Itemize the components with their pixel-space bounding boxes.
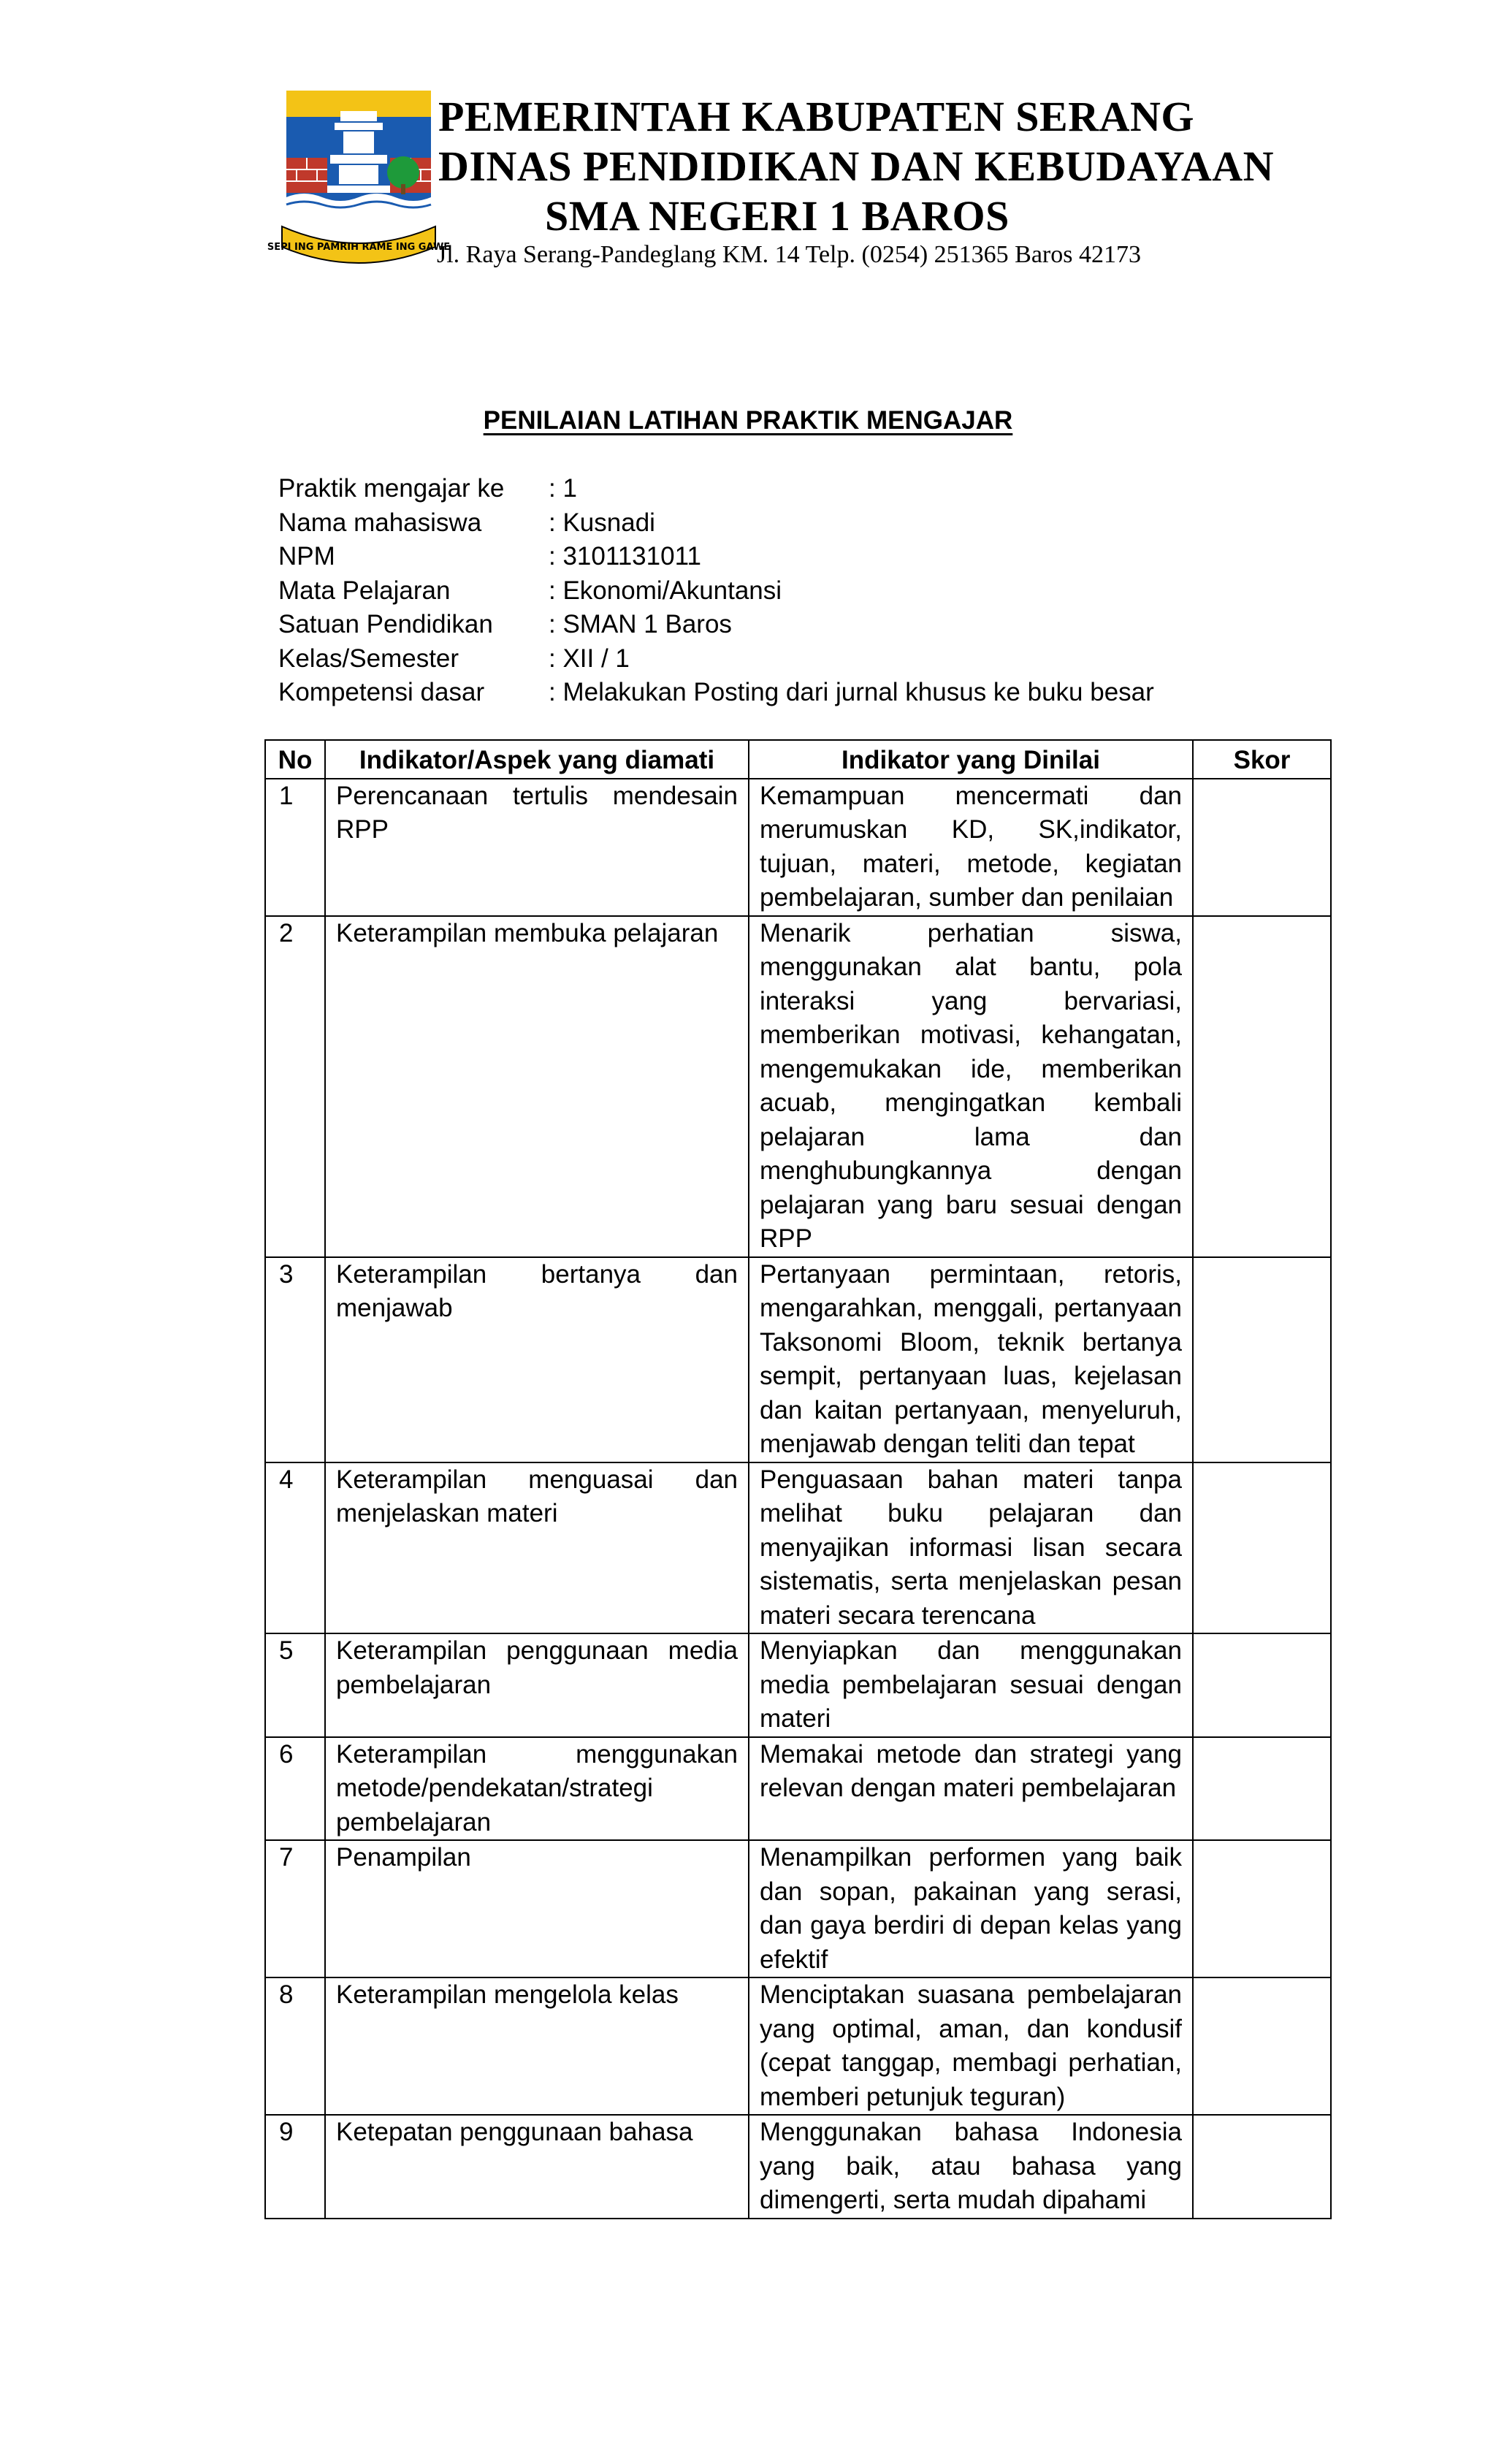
info-value: : 3101131011 — [549, 542, 701, 571]
info-value: : Melakukan Posting dari jurnal khusus ke buku besar — [549, 678, 1154, 706]
header-indikator: Indikator yang Dinilai — [749, 740, 1193, 779]
header-aspek: Indikator/Aspek yang diamati — [325, 740, 749, 779]
row-skor-cell[interactable] — [1193, 779, 1331, 916]
row-skor-cell[interactable] — [1193, 1257, 1331, 1462]
row-no: 8 — [265, 1977, 325, 2115]
row-no: 7 — [265, 1840, 325, 1977]
row-aspek: Keterampilan menggunakan metode/pendekatan/strategi pembelajaran — [325, 1737, 749, 1841]
row-no: 5 — [265, 1633, 325, 1737]
student-info — [278, 472, 1154, 710]
row-aspek: Perencanaan tertulis mendesain RPP — [325, 779, 749, 916]
info-row-npm — [278, 540, 1154, 574]
header-no: No — [265, 740, 325, 779]
row-no: 9 — [265, 2115, 325, 2219]
row-skor-cell[interactable] — [1193, 1737, 1331, 1841]
row-indikator: Menarik perhatian siswa, menggunakan alat bantu, pola interaksi yang bervariasi, memberikan motivasi, kehangatan, mengemukakan ide, memberikan acuab, mengingatkan kembali pelajaran lama dan menghubungkannya dengan pelajaran yang baru sesuai dengan RPP — [749, 916, 1193, 1257]
row-no: 1 — [265, 779, 325, 916]
table-row — [265, 1462, 1331, 1634]
table-row — [265, 779, 1331, 916]
row-aspek: Keterampilan bertanya dan menjawab — [325, 1257, 749, 1462]
row-indikator: Penguasaan bahan materi tanpa melihat buku pelajaran dan menyajikan informasi lisan secara sistematis, serta menjelaskan pesan materi secara terencana — [749, 1462, 1193, 1634]
letterhead-line-1: PEMERINTAH KABUPATEN SERANG — [438, 93, 1195, 140]
row-no: 2 — [265, 916, 325, 1257]
table-header-row — [265, 740, 1331, 779]
row-indikator: Menyiapkan dan menggunakan media pembelajaran sesuai dengan materi — [749, 1633, 1193, 1737]
table-row — [265, 1840, 1331, 1977]
info-value: : SMAN 1 Baros — [549, 610, 732, 638]
info-label: Praktik mengajar ke — [278, 474, 505, 503]
row-indikator: Menciptakan suasana pembelajaran yang optimal, aman, dan kondusif (cepat tanggap, membagi perhatian, memberi petunjuk teguran) — [749, 1977, 1193, 2115]
info-row-satuan — [278, 608, 1154, 642]
info-label: Mata Pelajaran — [278, 576, 451, 605]
info-value: : Ekonomi/Akuntansi — [549, 576, 782, 605]
row-no: 3 — [265, 1257, 325, 1462]
row-aspek: Keterampilan mengelola kelas — [325, 1977, 749, 2115]
row-aspek: Penampilan — [325, 1840, 749, 1977]
row-skor-cell[interactable] — [1193, 1633, 1331, 1737]
table-row — [265, 1737, 1331, 1841]
info-row-kelas — [278, 642, 1154, 676]
row-aspek: Ketepatan penggunaan bahasa — [325, 2115, 749, 2219]
letterhead-address: Jl. Raya Serang-Pandeglang KM. 14 Telp. (0254) 251365 Baros 42173 — [437, 241, 1141, 268]
table-row — [265, 1977, 1331, 2115]
info-row-nama — [278, 506, 1154, 541]
table-row — [265, 916, 1331, 1257]
info-value: : 1 — [549, 474, 577, 503]
row-aspek: Keterampilan penggunaan media pembelajaran — [325, 1633, 749, 1737]
table-row — [265, 2115, 1331, 2219]
row-no: 6 — [265, 1737, 325, 1841]
row-skor-cell[interactable] — [1193, 916, 1331, 1257]
row-indikator: Memakai metode dan strategi yang relevan dengan materi pembelajaran — [749, 1737, 1193, 1841]
row-skor-cell[interactable] — [1193, 1840, 1331, 1977]
info-row-kompetensi — [278, 676, 1154, 710]
info-label: Kelas/Semester — [278, 644, 459, 673]
assessment-table — [264, 739, 1332, 2219]
table-row — [265, 1633, 1331, 1737]
row-skor-cell[interactable] — [1193, 2115, 1331, 2219]
info-label: NPM — [278, 542, 335, 571]
emblem-motto: SEPI ING PAMRIH RAME ING GAWE — [267, 242, 451, 253]
row-skor-cell[interactable] — [1193, 1977, 1331, 2115]
letterhead-line-2: DINAS PENDIDIKAN DAN KEBUDAYAAN — [438, 142, 1274, 190]
info-row-mapel — [278, 574, 1154, 609]
district-emblem-icon — [267, 88, 451, 279]
row-aspek: Keterampilan membuka pelajaran — [325, 916, 749, 1257]
letterhead-line-3: SMA NEGERI 1 BAROS — [545, 192, 1010, 240]
table-row — [265, 1257, 1331, 1462]
info-value: : XII / 1 — [549, 644, 630, 673]
info-row-praktik — [278, 472, 1154, 506]
row-skor-cell[interactable] — [1193, 1462, 1331, 1634]
info-value: : Kusnadi — [549, 508, 655, 537]
row-indikator: Menampilkan performen yang baik dan sopan, pakainan yang serasi, dan gaya berdiri di depan kelas yang efektif — [749, 1840, 1193, 1977]
row-aspek: Keterampilan menguasai dan menjelaskan materi — [325, 1462, 749, 1634]
header-skor: Skor — [1193, 740, 1331, 779]
row-indikator: Menggunakan bahasa Indonesia yang baik, atau bahasa yang dimengerti, serta mudah dipahami — [749, 2115, 1193, 2219]
letterhead — [267, 88, 1274, 285]
row-no: 4 — [265, 1462, 325, 1634]
row-indikator: Kemampuan mencermati dan merumuskan KD, SK,indikator, tujuan, materi, metode, kegiatan pembelajaran, sumber dan penilaian — [749, 779, 1193, 916]
document-title: PENILAIAN LATIHAN PRAKTIK MENGAJAR — [483, 406, 1013, 435]
info-label: Kompetensi dasar — [278, 678, 485, 706]
info-label: Satuan Pendidikan — [278, 610, 493, 638]
row-indikator: Pertanyaan permintaan, retoris, mengarahkan, menggali, pertanyaan Taksonomi Bloom, teknik bertanya sempit, pertanyaan luas, kejelasan dan kaitan pertanyaan, menyeluruh, menjawab dengan teliti dan tepat — [749, 1257, 1193, 1462]
info-label: Nama mahasiswa — [278, 508, 482, 537]
